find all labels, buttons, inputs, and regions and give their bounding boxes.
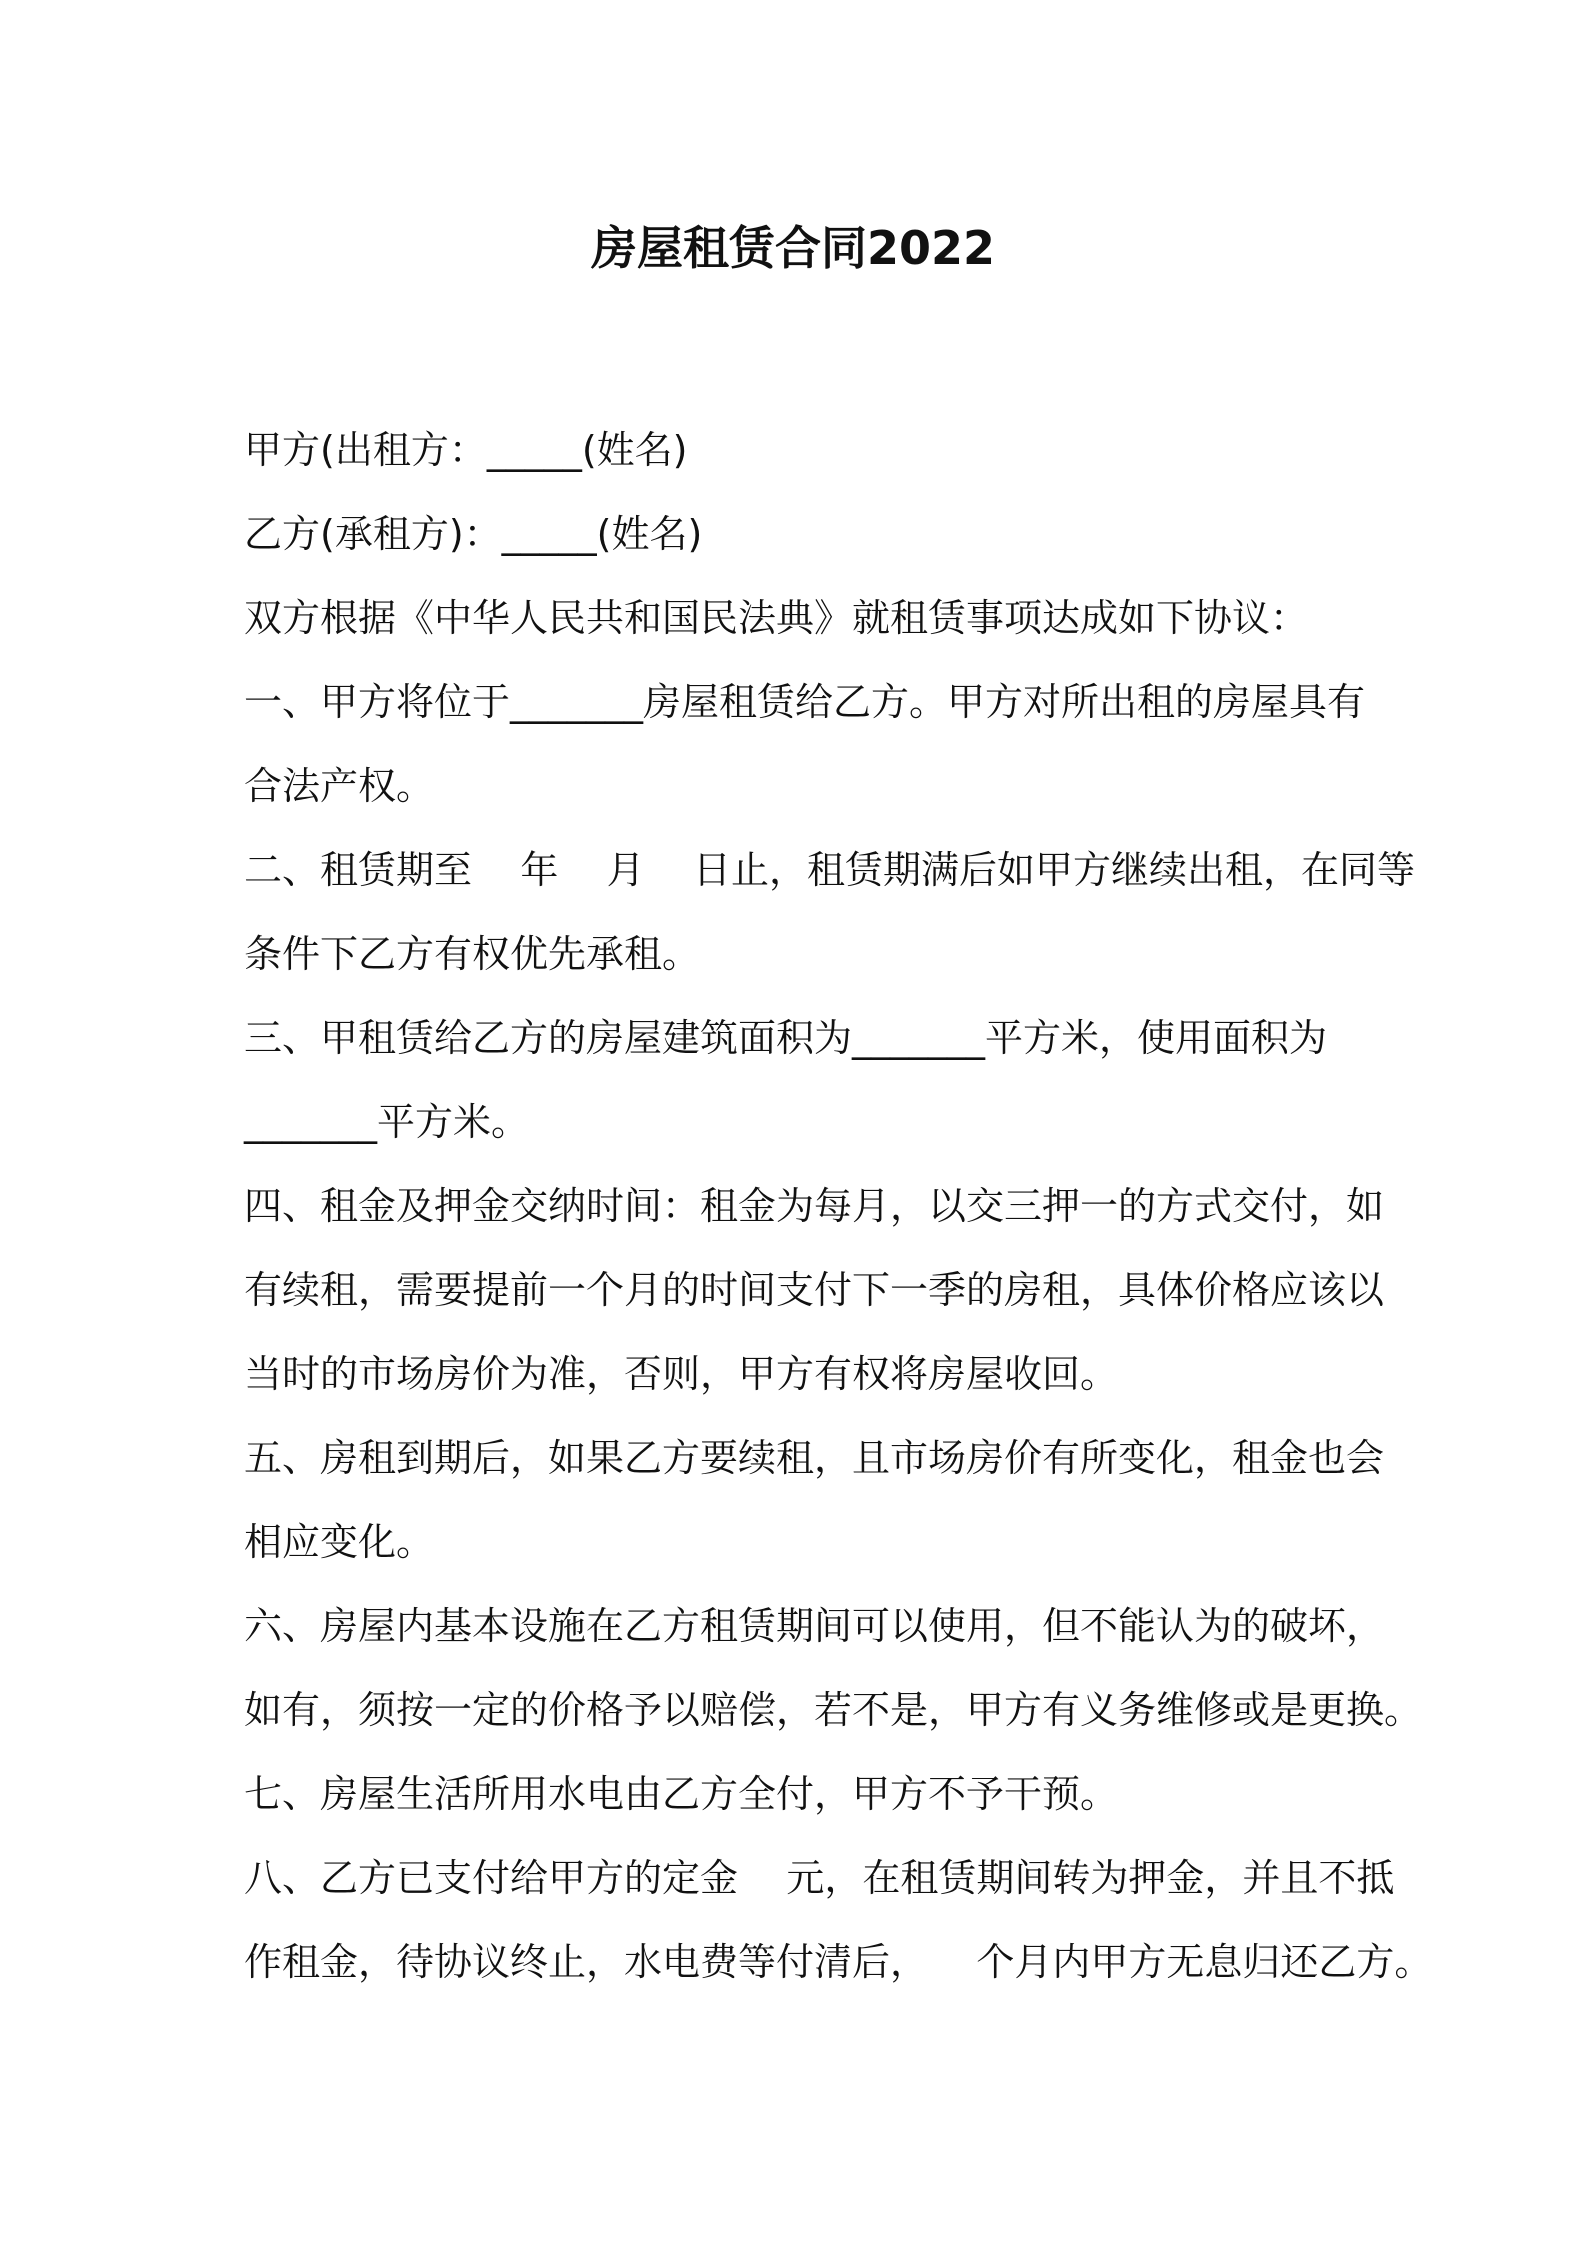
clause-6-line-2: 如有，须按一定的价格予以赔偿，若不是，甲方有义务维修或是更换。: [244, 1688, 1423, 1732]
clause-2-line-1: 二、租赁期至 年 月 日止，租赁期满后如甲方继续出租，在同等: [244, 848, 1415, 892]
clause-8-line-2: 作租金，待协议终止，水电费等付清后， 个月内甲方无息归还乙方。: [244, 1940, 1433, 1984]
contract-body: [244, 408, 1433, 2004]
clause-1-line-2: 合法产权。: [244, 764, 435, 808]
clause-2-line-2: 条件下乙方有权优先承租。: [244, 932, 701, 976]
party-a-line: 甲方(出租方：_____(姓名): [244, 428, 688, 472]
clause-3-line-2: _______平方米。: [244, 1100, 530, 1144]
document-title: 房屋租赁合同2022: [590, 221, 996, 275]
clause-5-line-1: 五、房租到期后，如果乙方要续租，且市场房价有所变化，租金也会: [244, 1436, 1385, 1480]
clause-6-line-1: 六、房屋内基本设施在乙方租赁期间可以使用，但不能认为的破坏，: [244, 1604, 1385, 1648]
clause-3-line-1: 三、甲租赁给乙方的房屋建筑面积为_______平方米，使用面积为: [244, 1016, 1328, 1060]
clause-4-line-3: 当时的市场房价为准，否则，甲方有权将房屋收回。: [244, 1352, 1119, 1396]
clause-8-line-1: 八、乙方已支付给甲方的定金 元，在租赁期间转为押金，并且不抵: [244, 1856, 1395, 1900]
agreement-intro: 双方根据《中华人民共和国民法典》就租赁事项达成如下协议：: [244, 596, 1309, 640]
party-b-line: 乙方(承租方)：_____(姓名): [244, 512, 703, 556]
clause-4-line-2: 有续租，需要提前一个月的时间支付下一季的房租，具体价格应该以: [244, 1268, 1385, 1312]
clause-4-line-1: 四、租金及押金交纳时间：租金为每月，以交三押一的方式交付，如: [244, 1184, 1385, 1228]
clause-1-line-1: 一、甲方将位于_______房屋租赁给乙方。甲方对所出租的房屋具有: [244, 680, 1366, 724]
clause-7-line-1: 七、房屋生活所用水电由乙方全付，甲方不予干预。: [244, 1772, 1119, 1816]
clause-5-line-2: 相应变化。: [244, 1520, 435, 1564]
